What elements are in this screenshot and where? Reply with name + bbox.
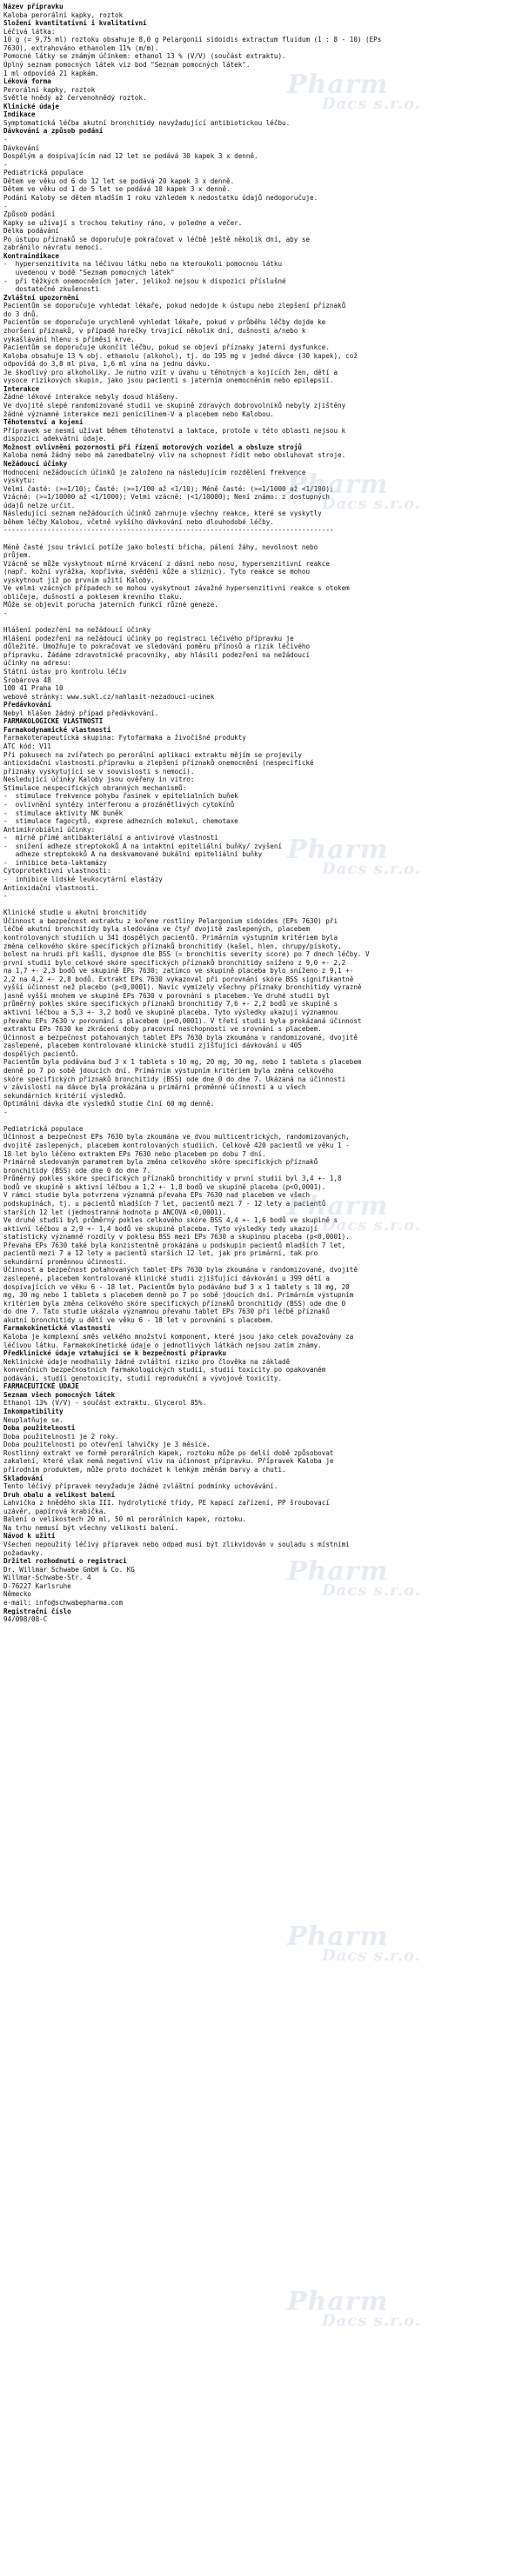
text-line: vykašlávání hlenu s příměsí krve.	[3, 335, 135, 343]
text-line: - inhibice lidské leukocytární elastázy	[3, 875, 163, 884]
text-line: Všechen nepoužitý léčivý přípravek nebo odpad musí být zlikvidován v souladu s místními	[3, 1541, 350, 1548]
text-line: sekundárních kritérií výsledků.	[3, 1091, 127, 1100]
text-line: Přípravek se nesmí užívat během těhotenství a laktace, protože v této oblasti nejsou k	[3, 426, 346, 435]
text-line: Optimální dávka dle výsledků studie činí 60 mg denně.	[3, 1100, 215, 1108]
text-line: důležité. Umožňuje to pokračovat ve sledování poměru přínosů a rizik léčivého	[3, 642, 311, 651]
product-leaflet-text	[3, 3, 519, 1624]
text-line: Dávkování	[3, 143, 40, 152]
watermark-suffix: Dacs s.r.o.	[322, 860, 422, 878]
text-line: Kaloba perorální kapky, roztok	[3, 10, 124, 19]
text-line: Může se objevit porucha jaterních funkcí různé geneze.	[3, 601, 218, 609]
text-line: průjem.	[3, 551, 32, 560]
watermark-brand: Pharm	[287, 70, 389, 100]
text-line: Stimulace nespecifických obranných mechanismů:	[3, 783, 187, 792]
text-line: dispozici adekvátní údaje.	[3, 435, 107, 443]
text-line: e-mail: info@schwabepharma.com	[3, 1598, 124, 1607]
text-line: Pacientům se doporučuje urychleně vyhledat lékaře, pokud v průběhu léčby dojde ke	[3, 318, 326, 327]
section-heading: Doba použitelnosti	[3, 1424, 76, 1433]
section-heading: FARMACEUTICKÉ ÚDAJE	[3, 1382, 79, 1391]
text-line: Neklinické údaje neodhalily žádné zvláštní riziko pro člověka na základě	[3, 1357, 291, 1366]
text-line: Nesledující účinky Kaloby jsou ověřeny in vitro:	[3, 775, 195, 784]
text-line: Žádné lékové interakce nebyly dosud hlášeny.	[3, 393, 179, 402]
text-line: Způsob podání	[3, 210, 56, 219]
text-line: první studii bylo celkové skóre specifických příznaků bronchitidy sníženo z 9,0 +- 2,2	[3, 958, 346, 967]
text-line: Klinické studie u akutní bronchitidy	[3, 909, 147, 917]
text-line: aktivní léčbou a 2,9 +- 1,4 bodů ve skupině placeba. Tyto výsledky tedy ukazují	[3, 1224, 318, 1233]
text-line: - stimulace fagocytů, exprese adhezních molekul, chemotaxe	[3, 817, 238, 826]
text-line: statisticky významné rozdíly v poklesu BSS mezi EPs 7630 a skupinou placeba (p<0,0001).	[3, 1233, 350, 1241]
text-line: podávání, studií genotoxicity, studií reprodukční a vývojové toxicity.	[3, 1374, 283, 1382]
text-line: léčivou látku. Farmakokinetické údaje o jednotlivých látkách nejsou zatím známy.	[3, 1341, 322, 1349]
text-line: Kaloba je komplexní směs velkého množství komponent, které jsou jako celek považovány za	[3, 1332, 354, 1341]
text-line: na 1,7 +- 2,3 bodů ve skupině EPs 7630; zatímco ve skupině placeba bylo sníženo z 9,1 +-	[3, 967, 354, 975]
text-line: Na trhu nemusí být všechny velikosti balení.	[3, 1523, 179, 1532]
watermark-logo	[287, 2286, 421, 2330]
text-line: výskytu:	[3, 476, 36, 485]
watermark-brand: Pharm	[287, 1191, 389, 1221]
text-line: Pacientům se doporučuje vyhledat lékaře, pokud nedojde k ústupu nebo zlepšení příznaků	[3, 302, 346, 310]
section-heading: Dávkování a způsob podání	[3, 127, 104, 136]
text-line: Je škodlivý pro alkoholiky. Je nutno vzít v úvahu u těhotných a kojících žen, dětí a	[3, 368, 338, 376]
text-line: účinky na adresu:	[3, 659, 71, 668]
text-line: 94/098/08-C	[3, 1615, 48, 1624]
watermark-suffix: Dacs s.r.o.	[322, 1947, 422, 1965]
text-line: Vzácně se může vyskytnout mírné krvácení z dásní nebo nosu, hypersenzitivní reakce	[3, 559, 330, 568]
text-line: Po ústupu příznaků se doporučuje pokračovat v léčbě ještě několik dní, aby se	[3, 235, 311, 243]
text-line: 2,2 na 4,2 +- 2,8 bodů. Extrakt EPs 7630 vykazoval při porovnání skóre BSS signifikantně	[3, 975, 354, 983]
text-line: žádné významné interakce mezi penicilinem-V a placebem nebo Kalobou.	[3, 409, 274, 418]
text-line: Úplný seznam pomocných látek viz bod "Seznam pomocných látek".	[3, 60, 251, 69]
text-line: kritériem byla změna celkového skóre specifických příznaků bronchitidy (BSS) ode dne 0	[3, 1299, 346, 1308]
section-heading: Indikace	[3, 110, 36, 119]
text-line: Pomocné látky se známým účinkem: ethanol 13 % (V/V) (součást extraktu).	[3, 52, 286, 61]
text-line: Pacientům byla podávána buď 3 x 1 tableta s 10 mg, 20 mg, 30 mg, nebo 1 tableta s placebem	[3, 1058, 362, 1067]
section-heading: Farmakodynamické vlastnosti	[3, 725, 111, 734]
text-line: Antioxidační vlastnosti.	[3, 883, 99, 892]
text-line: 18 let bylo léčeno extraktem EPs 7630 nebo placebem po dobu 7 dní.	[3, 1149, 266, 1158]
text-line: - při těžkých onemocněních jater, jelikož nejsou k dispozici příslušné	[3, 276, 286, 285]
text-line: obličeje, dušností a poklesem krevního tlaku.	[3, 592, 183, 601]
text-line: vysoce rizikových skupin, jako jsou pacienti s jaterním onemocněním nebo epilepsií.	[3, 376, 334, 385]
text-line: V rámci studie byla potvrzena významná převaha EPs 7630 nad placebem ve všech	[3, 1191, 311, 1200]
text-line: přípravku. Žádáme zdravotnické pracovníky, aby hlásili podezření na nežádoucí	[3, 650, 311, 659]
text-line: Doba použitelnosti je 2 roky.	[3, 1432, 119, 1441]
text-line	[3, 901, 519, 909]
text-line: odpovídá do 3,8 ml piva, 1,6 ml vína na jednu dávku.	[3, 360, 211, 369]
text-line: Doba použitelnosti po otevření lahvičky je 3 měsíce.	[3, 1441, 211, 1449]
text-line: D-76227 Karlsruhe	[3, 1581, 71, 1590]
section-heading: Skladování	[3, 1474, 44, 1482]
text-line: dostatečné zkušenosti	[3, 285, 99, 294]
text-line: Hlášení podezření na nežádoucí účinky po registraci léčivého přípravku je	[3, 634, 294, 642]
section-heading: Druh obalu a velikost balení	[3, 1490, 116, 1499]
text-line: bodů ve skupině s aktivní léčbou a 1,2 +- 1,8 bodů ve skupině placeba (p<0,0001).	[3, 1182, 326, 1191]
watermark-logo	[287, 1921, 421, 1965]
section-heading: Interakce	[3, 384, 40, 393]
text-line: Tento léčivý přípravek nevyžaduje žádné zvláštní podmínky uchovávání.	[3, 1482, 278, 1491]
text-line: Pediatrická populace	[3, 169, 84, 177]
text-line: pacientů mezi 7 a 12 lety a pacientů starších 12 let, jak pro primární, tak pro	[3, 1249, 318, 1258]
text-line: zakalení, které však nemá negativní vliv na účinnost přípravku. Přípravek Kaloba je	[3, 1457, 334, 1466]
text-line: Dětem ve věku od 1 do 5 let se podává 10 kapek 3 x denně.	[3, 185, 231, 194]
text-line: mg, 30 mg nebo 1 tableta s placebem denně po 7 po sobě jdoucích dní. Primárním výstupním	[3, 1291, 354, 1300]
text-line: Pacientům se doporučuje ukončit léčbu, pokud se objeví příznaky jaterní dysfunkce.	[3, 343, 330, 352]
text-line: údajů nelze určit.	[3, 501, 76, 509]
text-line: -	[3, 202, 8, 210]
text-line: - inhibice beta-laktamázy	[3, 858, 107, 867]
text-line: konvenčních bezpečnostních farmakologických studií, studií toxicity po opakovaném	[3, 1366, 326, 1375]
text-line: Nebyl hlášen žádný případ předávkování.	[3, 709, 159, 717]
text-line: -----------------------------------------------------------------------------------	[3, 526, 334, 535]
text-line: -	[3, 136, 8, 143]
text-line: adheze streptokoků A na deskvamované bukální epiteliální buňky	[3, 850, 263, 859]
text-line: Účinnost a bezpečnost potahovaných tablet EPs 7630 byla zkoumána v randomizované, dvojitě	[3, 1266, 358, 1275]
text-line: podskupinách, tj. u pacientů mladších 7 let, pacientů mezi 7 - 12 lety a pacientů	[3, 1199, 326, 1208]
section-heading: Seznam všech pomocných látek	[3, 1390, 116, 1399]
text-line	[3, 1116, 519, 1125]
watermark-suffix: Dacs s.r.o.	[322, 2312, 422, 2330]
text-line: -	[3, 892, 8, 901]
text-line: 100 41 Praha 10	[3, 684, 64, 693]
text-line: Vzácné: (>=1/10000 až <1/1000); Velmi vzácné: (<1/10000); Není známo: z dostupných	[3, 493, 330, 502]
text-line: do 3 dnů.	[3, 310, 40, 318]
text-line: Lahvička z hnědého skla III. hydrolytické třídy, PE kapací zařízení, PP šroubovací	[3, 1499, 330, 1508]
text-line: uvedenou v bodě "Seznam pomocných látek"	[3, 269, 175, 276]
text-line: bronchitidy (BSS) ode dne 0 do dne 7.	[3, 1166, 151, 1175]
text-line: - stimulace frekvence pohybu řasinek v epitelialních buňek	[3, 792, 238, 801]
section-heading: Možnost ovlivnění pozornosti při řízení motorových vozidel a obsluze strojů	[3, 443, 302, 451]
text-line: Antimikrobiální účinky:	[3, 825, 96, 834]
text-line: příznaky vyskytující se v souvislosti s nemocí).	[3, 767, 195, 775]
text-line: Cytoprotektivní vlastnosti:	[3, 867, 111, 875]
section-heading: Předávkování	[3, 701, 51, 709]
text-line: 1 ml odpovídá 21 kapkám.	[3, 69, 99, 77]
section-heading: Těhotenství a kojení	[3, 418, 84, 427]
text-line: Hodnocení nežádoucích účinků je založeno na následujícím rozdělení frekvence	[3, 468, 306, 476]
text-line: Podání Kaloby se dětem mladším 1 roku vzhledem k nedostatku údajů nedoporučuje.	[3, 193, 318, 202]
watermark-brand: Pharm	[287, 1921, 389, 1952]
text-line: antioxidační vlastnosti přípravku a zlepšení příznaků onemocnění (nespecifické	[3, 759, 314, 768]
text-line: průměrný pokles skóre specifických příznaků bronchitidy 7,6 +- 2,2 bodů ve skupině s	[3, 1000, 338, 1008]
section-heading: Farmakokinetické vlastnosti	[3, 1324, 111, 1333]
text-line	[3, 618, 519, 627]
text-line: (např. kožní vyrážka, kopřivka, svědění kůže a sliznic). Tyto reakce se mohou	[3, 568, 311, 576]
text-line: Kaloba nemá žádný nebo má zanedbatelný vliv na schopnost řídit nebo obsluhovat stroje.	[3, 451, 346, 460]
text-line: dvojitě zaslepených, placebem kontrolovaných studiích. Celkově 420 pacientů ve věku 1 -	[3, 1142, 350, 1149]
text-line: Pediatrická populace	[3, 1124, 84, 1133]
text-line: převahu EPs 7630 v porovnání s placebem (p<0,0001). V třetí studii byla prokázaná účinnost	[3, 1016, 362, 1025]
text-line: Šrobárova 48	[3, 676, 51, 684]
text-line: Farmakoterapeutická skupina: Fytofarmaka a živočišné produkty	[3, 734, 246, 742]
text-line: Následující seznam nežádoucích účinků zahrnuje všechny reakce, které se vyskytly	[3, 509, 322, 518]
text-line: uzávěr, papírová krabička.	[3, 1507, 107, 1515]
text-line: vyšší účinnost než placebo (p<0,0001). Navíc vymizely všechny příznaky bronchitidy výrazně	[3, 983, 362, 992]
text-line: Německo	[3, 1590, 32, 1599]
text-line: - stimulace aktivity NK buněk	[3, 809, 124, 817]
text-line: - mírně přímé antibakteriální a antivirové vlastnosti	[3, 834, 218, 842]
text-line: akutní bronchitidy u dětí ve věku 6 - 18 let v porovnání s placebem.	[3, 1315, 274, 1324]
text-line: léčbě akutní bronchitidy byla sledována ve čtyř dvojitě zaslepených, placebem	[3, 925, 311, 934]
watermark-suffix: Dacs s.r.o.	[322, 1216, 422, 1235]
text-line: Dr. Willmar Schwabe GmbH & Co. KG	[3, 1565, 135, 1574]
text-line: vyskytnout již po prvním užití Kaloby.	[3, 576, 155, 584]
section-heading: Držitel rozhodnutí o registraci	[3, 1557, 127, 1566]
text-line: -	[3, 1108, 8, 1116]
text-line: Státní ústav pro kontrolu léčiv	[3, 667, 127, 676]
text-line: Balení o velikostech 20 ml, 50 ml perorálních kapek, roztoku.	[3, 1515, 246, 1524]
text-line: webové stránky: www.sukl.cz/nahlasit-nezadouci-ucinek	[3, 692, 215, 701]
text-line: Délka podávání	[3, 227, 60, 236]
text-line: - snížení adheze streptokoků A na intaktní epiteliální buňky/ zvýšení	[3, 842, 283, 850]
watermark-brand: Pharm	[287, 2286, 389, 2317]
text-line: Ethanol 13% (V/V) - součást extraktu. Glycerol 85%.	[3, 1399, 207, 1408]
text-line: Světle hnědý až červenohnědý roztok.	[3, 94, 147, 103]
text-line: sekundární proměnnou účinnosti.	[3, 1257, 127, 1266]
text-line	[3, 535, 519, 543]
text-line: jasně vyšší mnohem ve skupině EPs 7630 v porovnání s placebem. Ve druhé studii byl	[3, 991, 330, 1000]
text-line: Méně časté jsou trávicí potíže jako bolesti břicha, pálení žáhy, nevolnost nebo	[3, 542, 318, 551]
text-line: Převaha EPs 7630 také byla konzistentně prokázána u podskupin pacientů mladších 7 let,	[3, 1241, 346, 1249]
text-line: požadavky.	[3, 1548, 44, 1557]
text-line: během léčby Kalobou, včetně vyššího dávkování nebo dlouhodobé léčby.	[3, 517, 274, 526]
text-line: změna celkového skóre specifických příznaků bronchitidy (kašel, hlen, chrupy/pískoty,	[3, 942, 342, 950]
section-heading: Název přípravku	[3, 3, 64, 10]
text-line: 10 g (= 9,75 ml) roztoku obsahuje 8,0 g Pelargonii sidoidis extractum fluidum (1 : 8 - 10) (EPs	[3, 36, 382, 44]
text-line: -	[3, 160, 8, 169]
watermark-brand: Pharm	[287, 835, 389, 865]
text-line: 7630), extrahováno ethanolem 11% (m/m).	[3, 43, 159, 52]
text-line: zabránilo návratu nemoci.	[3, 243, 104, 252]
text-line: extraktu EPs 7630 ke zkrácení doby pracovní neschopnosti ve srovnání s placebem.	[3, 1025, 322, 1034]
section-heading: Nežádoucí účinky	[3, 459, 68, 468]
text-line: dospívajících ve věku 6 - 18 let. Pacientům bylo podáváno buď 3 x 1 tablety s 10 mg, 20	[3, 1282, 350, 1291]
text-line: Léčivá látka:	[3, 27, 56, 36]
text-line: Symptomatická léčba akutní bronchitidy nevyžadující antibiotickou léčbu.	[3, 118, 291, 127]
text-line: Dospělým a dospívajícím nad 12 let se podává 30 kapek 3 x denně.	[3, 152, 258, 161]
text-line: Účinnost a bezpečnost extraktu z kořene rostliny Pelargonium sidoides (EPs 7630) při	[3, 916, 338, 925]
watermark-suffix: Dacs s.r.o.	[322, 495, 422, 513]
text-line: ATC kód: V11	[3, 742, 51, 751]
text-line: skóre specifických příznaků bronchitidy (BSS) ode dne 0 do dne 7. Ukázaná na účinnosti	[3, 1075, 346, 1083]
text-line: Průměrný pokles skóre specifických příznaků bronchitidy v první studii byl 3,4 +- 1,8	[3, 1175, 342, 1183]
text-line: bolest na hrudi při kašli, dyspnoe dle BSS (= bronchitis severity score) po 7 dnech léčby. V	[3, 950, 370, 959]
text-line: zaslepené, placebem kontrolované klinické studii zjišťující dávkování u 399 dětí a	[3, 1275, 330, 1282]
text-line: Dětem ve věku od 6 do 12 let se podává 20 kapek 3 x denně.	[3, 176, 235, 185]
text-line: starších 12 let (jednostranná hodnota p ANCOVA <0,0001).	[3, 1208, 227, 1216]
text-line: kontrolovaných studiích u 341 dospělých pacientů. Primárním výstupním kritériem byla	[3, 933, 338, 942]
section-heading: Předklinické údaje vztahující se k bezpečnosti přípravku	[3, 1349, 227, 1358]
watermark-brand: Pharm	[287, 1556, 389, 1587]
section-heading: Návod k užití	[3, 1532, 56, 1541]
text-line: denně po 7 po sobě jdoucích dní. Primárním výstupním kritériem byla změna celkového	[3, 1066, 334, 1075]
watermark-suffix: Dacs s.r.o.	[322, 95, 422, 113]
section-heading: FARMAKOLOGICKÉ VLASTNOSTI	[3, 717, 104, 726]
text-line: Neuplatňuje se.	[3, 1415, 64, 1424]
section-heading: Registrační číslo	[3, 1607, 71, 1615]
section-heading: Klinické údaje	[3, 102, 60, 110]
text-line: Účinnost a bezpečnost potahovaných tablet EPs 7630 byla zkoumána v randomizované, dvojitě	[3, 1033, 358, 1042]
section-heading: Kontraindikace	[3, 251, 60, 260]
section-heading: Léková forma	[3, 77, 51, 86]
text-line: - ovlivnění syntézy interferonu a prozánětlivých cytokinů	[3, 800, 235, 809]
text-line: Ve druhé studii byl průměrný pokles celkového skóre BSS 4,4 +- 1,6 bodů ve skupině s	[3, 1216, 338, 1225]
text-line: Při pokusech na zvířatech po perorální aplikaci extraktu mějím se projevily	[3, 750, 302, 759]
text-line: Willmar-Schwabe-Str. 4	[3, 1574, 91, 1582]
text-line: Kaloba obsahuje 13 % obj. ethanolu (alkohol), tj. do 195 mg v jedné dávce (30 kapek), což	[3, 351, 358, 360]
text-line: Hlášení podezření na nežádoucí účinky	[3, 626, 151, 635]
text-line: v závislosti na dávce byla prokázána u primární proměnné účinnosti a u všech	[3, 1083, 306, 1092]
text-line: aktivní léčbou a 5,3 +- 3,2 bodů ve skupině placeba. Tyto výsledky ukazují významnou	[3, 1008, 338, 1017]
text-line: přírodním produktem, může proto docházet k lehkým změnám barvy a chuti.	[3, 1465, 286, 1474]
text-line: zhoršení příznaků, v případě horečky trvající několik dní, dušnosti a/nebo k	[3, 326, 306, 335]
watermark-suffix: Dacs s.r.o.	[322, 1581, 422, 1600]
section-heading: Inkompatibility	[3, 1408, 64, 1415]
text-line: Ve velmi vzácných případech se mohou vyskytnout závažné hypersenzitivní reakce s otokem	[3, 584, 350, 593]
text-line: do dne 7. Tato studie ukázala významnou převahu tablet EPs 7630 při léčbě příznaků	[3, 1308, 330, 1316]
text-line: Velmi časté: (>=1/10); Časté: (>=1/100 až <1/10); Méně časté: (>=1/1000 až <1/100);	[3, 484, 334, 493]
text-line: zaslepené, placebem kontrolované klinické studii zjišťující dávkování u 405	[3, 1042, 302, 1050]
section-heading: Zvláštní upozornění	[3, 293, 79, 302]
text-line: Kapky se užívají s trochou tekutiny ráno, v poledne a večer.	[3, 218, 243, 227]
section-heading: Složení kvantitativní i kvalitativní	[3, 19, 147, 28]
text-line: Primárně sledovaným parametrem byla změna celkového skóre specifických příznaků	[3, 1158, 318, 1167]
text-line: - hypersenzitivita na léčivou látku nebo na kteroukoli pomocnou látku	[3, 260, 283, 269]
text-line: Účinnost a bezpečnost EPs 7630 byla zkoumána ve dvou multicentrických, randomizovaných,	[3, 1133, 350, 1142]
text-line: Perorální kapky, roztok	[3, 85, 96, 94]
text-line: -	[3, 609, 8, 618]
text-line: Rostlinný extrakt ve formě perorálních kapek, roztoku může po delší době způsobovat	[3, 1448, 334, 1457]
text-line: Ve dvojitě slepé randomizované studii ve skupině zdravých dobrovolníků nebyly zjištěny	[3, 402, 346, 409]
watermark-brand: Pharm	[287, 469, 389, 500]
text-line: dospělých pacientů.	[3, 1049, 79, 1058]
